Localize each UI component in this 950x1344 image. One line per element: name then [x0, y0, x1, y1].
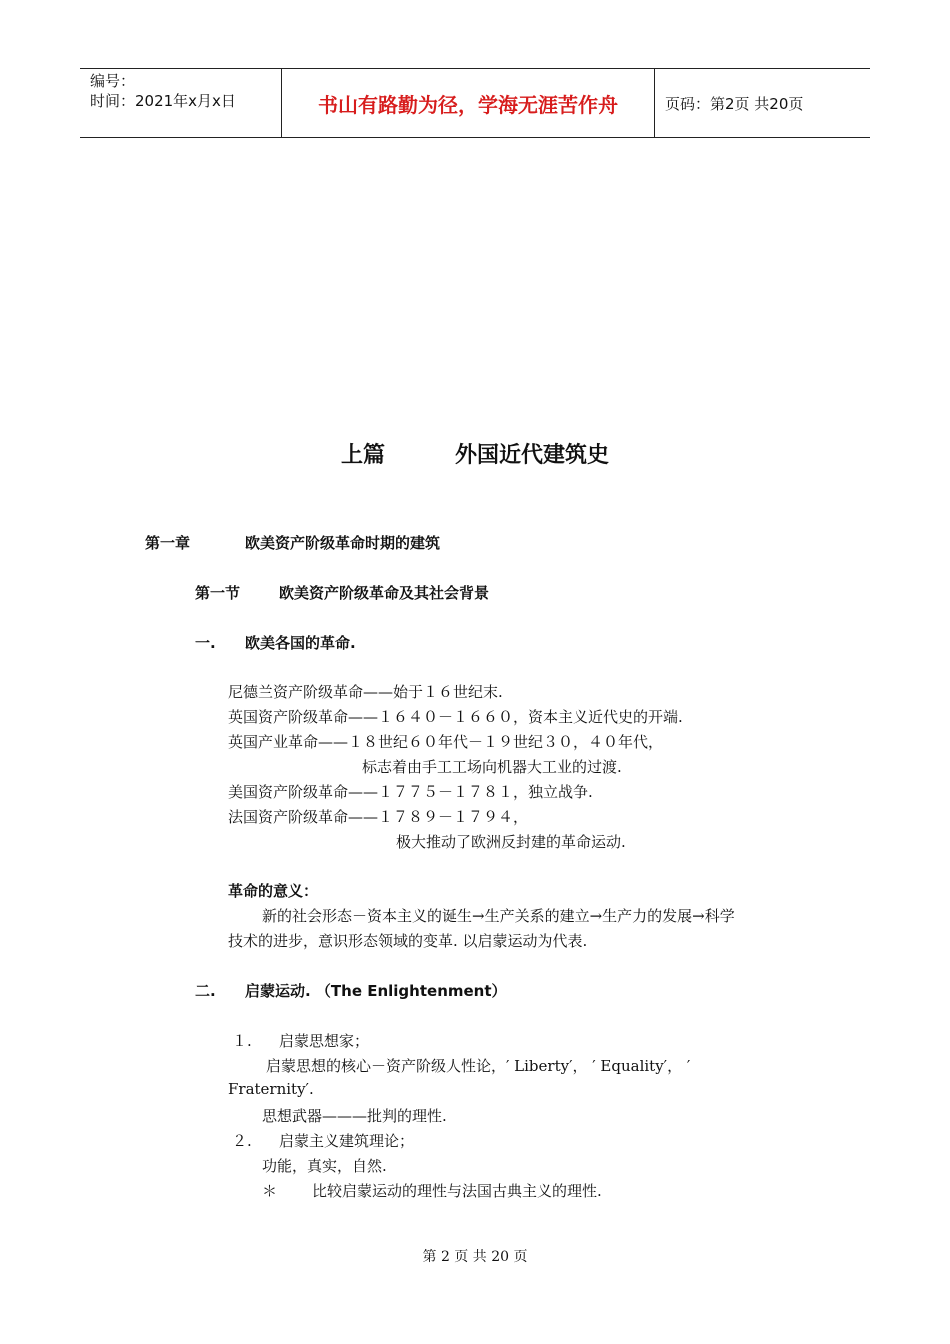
item-1-num: １.: [232, 1032, 252, 1050]
title-part: 上篇: [340, 443, 385, 468]
subsection-2-name: 启蒙运动. （The Enlightenment）: [245, 982, 507, 1000]
revolution-line: 美国资产阶级革命——１７７５－１７８１，独立战争.: [228, 783, 593, 801]
page-header: [80, 68, 870, 138]
revolution-line: 英国产业革命——１８世纪６０年代－１９世纪３０，４０年代，: [228, 733, 664, 751]
time-label: 时间：2021年x月x日: [90, 92, 236, 110]
revolution-line: 法国资产阶级革命——１７８９－１７９４，: [228, 808, 529, 826]
item-2-line: 比较启蒙运动的理性与法国古典主义的理性.: [312, 1182, 602, 1200]
revolution-line: 尼德兰资产阶级革命——始于１６世纪末.: [228, 683, 503, 701]
section-name: 欧美资产阶级革命及其社会背景: [279, 584, 490, 602]
item-2-num: ２.: [232, 1132, 252, 1150]
chapter-num: 第一章: [145, 534, 191, 552]
subsection-2-num: 二.: [195, 982, 216, 1000]
subsection-1-num: 一.: [195, 634, 216, 652]
item-1-title: 启蒙思想家；: [279, 1032, 370, 1050]
revolution-line: 标志着由手工工场向机器大工业的过渡.: [362, 758, 622, 776]
item-1-line: 思想武器———批判的理性.: [262, 1107, 447, 1125]
item-1-line: 启蒙思想的核心－资产阶级人性论，′ Liberty′， ′ Equality′， ′: [266, 1057, 691, 1075]
section-num: 第一节: [195, 584, 241, 602]
page-title: [0, 438, 950, 469]
item-2-title: 启蒙主义建筑理论；: [279, 1132, 415, 1150]
subsection-1-name: 欧美各国的革命.: [245, 634, 356, 652]
header-page-info: 页码：第2页 共20页: [665, 94, 804, 113]
chapter-name: 欧美资产阶级革命时期的建筑: [245, 534, 441, 552]
star-icon: ＊: [262, 1182, 278, 1200]
title-name: 外国近代建筑史: [455, 443, 610, 468]
meaning-line: 新的社会形态－资本主义的诞生→生产关系的建立→生产力的发展→科学: [262, 907, 735, 925]
header-motto: 书山有路勤为径，学海无涯苦作舟: [282, 69, 655, 137]
page-footer: 第 2 页 共 20 页: [422, 1249, 528, 1265]
meaning-line: 技术的进步，意识形态领域的变革. 以启蒙运动为代表.: [228, 932, 588, 950]
item-1-line: Fraternity′.: [228, 1080, 314, 1098]
meaning-heading: 革命的意义：: [228, 882, 319, 900]
number-label: 编号：: [90, 72, 136, 90]
header-meta: [80, 69, 282, 137]
revolution-line: 英国资产阶级革命——１６４０－１６６０，资本主义近代史的开端.: [228, 708, 683, 726]
item-2-line: 功能，真实，自然.: [262, 1157, 387, 1175]
revolution-line: 极大推动了欧洲反封建的革命运动.: [396, 833, 626, 851]
